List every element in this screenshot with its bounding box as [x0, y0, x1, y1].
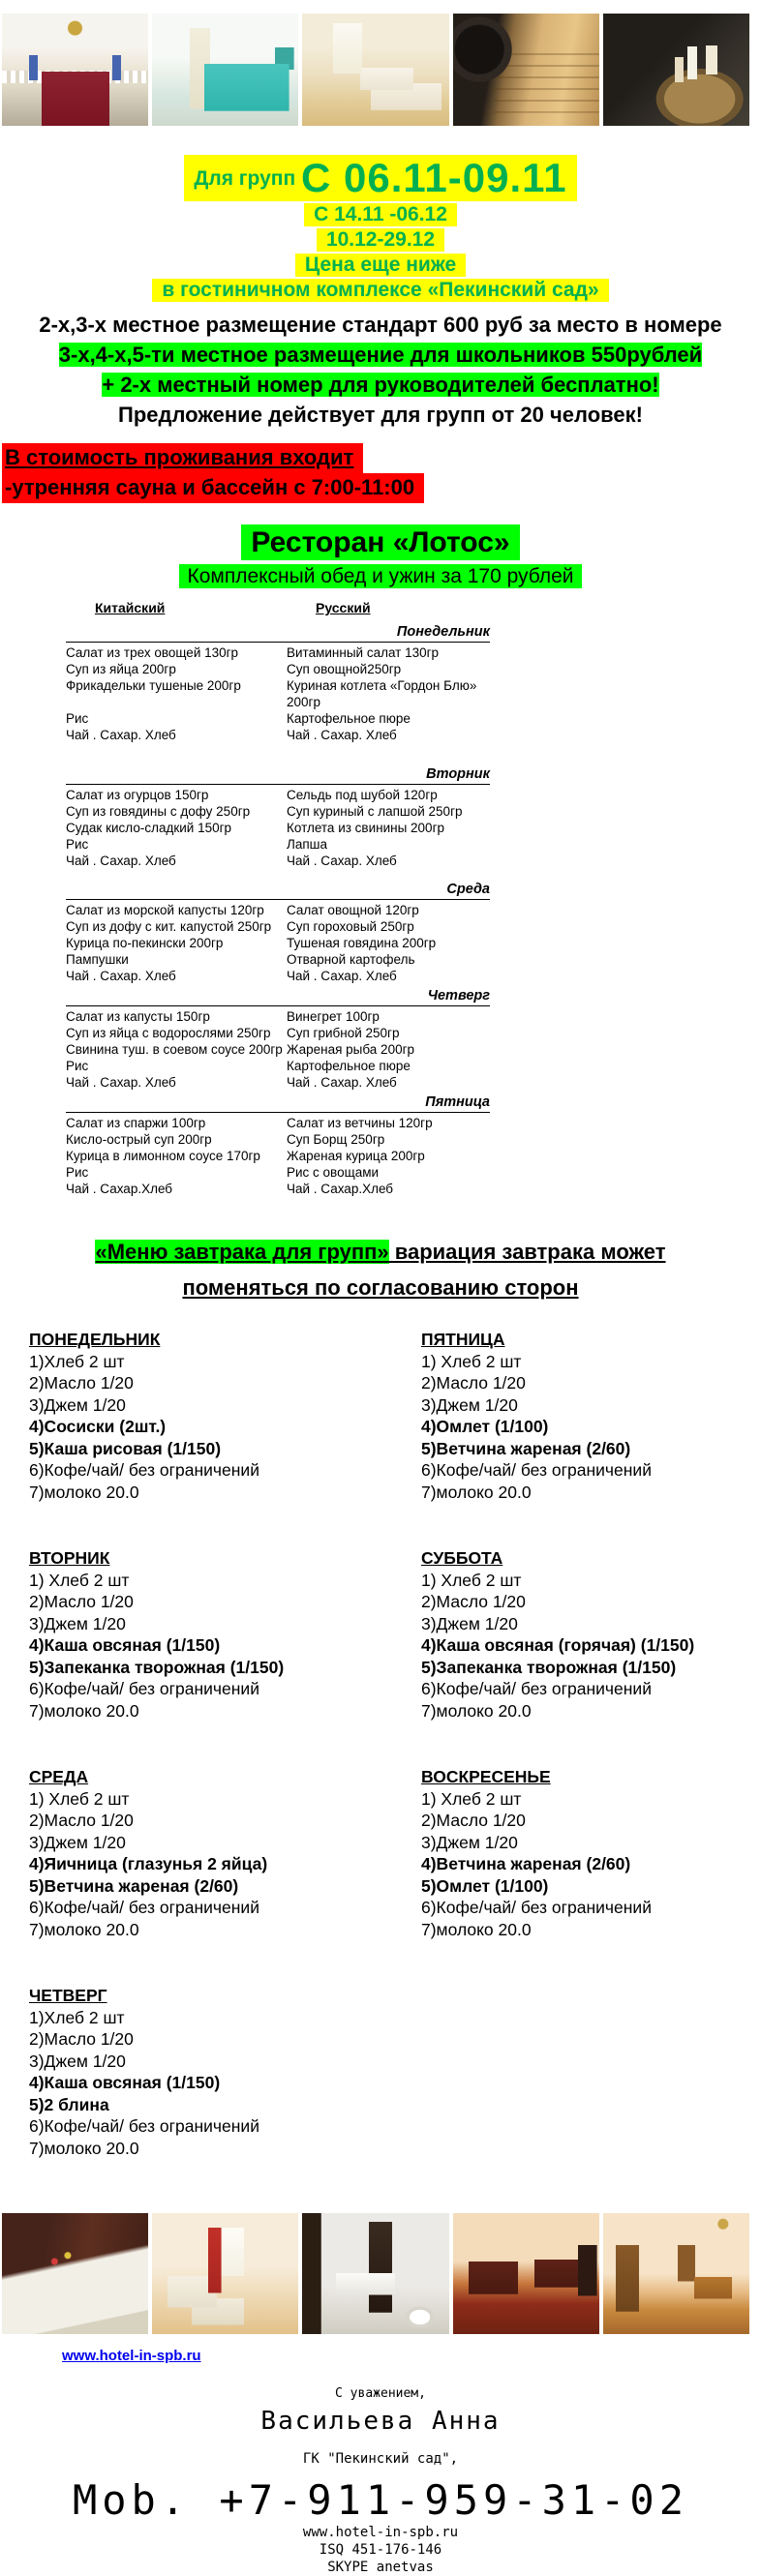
restaurant-subtitle-row: [0, 565, 761, 588]
highlighted-line: Цена еще ниже: [295, 254, 466, 277]
breakfast-item: 5)Запеканка творожная (1/150): [421, 1657, 677, 1677]
lunch-item-cn: Суп из говядины с дофу 250гр: [66, 804, 251, 819]
photo-bathroom: [302, 2213, 448, 2334]
breakfast-right-column: [421, 1329, 761, 2203]
breakfast-item: 5)2 блина: [29, 2094, 109, 2114]
breakfast-item: 1)Хлеб 2 шт: [29, 2007, 125, 2027]
breakfast-item: 2)Масло 1/20: [29, 1592, 134, 1611]
breakfast-item: 3)Джем 1/20: [421, 1613, 518, 1633]
breakfast-menu: [29, 1329, 761, 2203]
breakfast-item: 4)Ветчина жареная (2/60): [421, 1854, 631, 1873]
highlighted-line: С 14.11 -06.12: [304, 203, 457, 226]
lunch-day-label: Пятница: [66, 1094, 490, 1113]
breakfast-item: 6)Кофе/чай/ без ограничений: [421, 1460, 652, 1480]
menu-row: [66, 1025, 490, 1041]
photo-amenities-basket: [603, 14, 749, 126]
regards-line: С уважением,: [335, 2386, 426, 2401]
breakfast-item: 2)Масло 1/20: [29, 1811, 134, 1830]
lunch-item-ru: Суп Борщ 250гр: [287, 1132, 385, 1147]
lunch-item-ru: Жареная рыба 200гр: [287, 1042, 415, 1057]
breakfast-item: 7)молоко 20.0: [29, 1919, 139, 1939]
menu-row: [66, 803, 490, 820]
lunch-item-ru: Суп овощной250гр: [287, 662, 402, 676]
lunch-item-cn: Чай . Сахар. Хлеб: [66, 728, 176, 742]
lunch-item-cn: Курица по-пекински 200гр: [66, 936, 224, 950]
breakfast-item: 1) Хлеб 2 шт: [421, 1788, 522, 1809]
breakfast-item: 6)Кофе/чай/ без ограничений: [29, 1679, 259, 1698]
breakfast-item: 7)молоко 20.0: [421, 1700, 532, 1721]
lunch-item-cn: Салат из капусты 150гр: [66, 1009, 210, 1024]
menu-row: [66, 902, 490, 918]
breakfast-item: 2)Масло 1/20: [29, 2029, 134, 2049]
menu-row: [66, 1131, 490, 1148]
breakfast-item: 3)Джем 1/20: [421, 1832, 518, 1852]
breakfast-item: 7)молоко 20.0: [29, 1700, 139, 1721]
breakfast-title-highlight: «Меню завтрака для групп»: [95, 1240, 389, 1264]
photo-swimming-pool: [152, 14, 298, 126]
photo-lounge: [453, 2213, 599, 2334]
lunch-day-label: Среда: [66, 882, 490, 900]
promo-dates-3: [0, 228, 761, 252]
breakfast-item: 1) Хлеб 2 шт: [29, 1570, 130, 1590]
menu-row: [66, 787, 490, 803]
breakfast-item: 4)Каша овсяная (1/150): [29, 1635, 221, 1655]
breakfast-day-header: СУББОТА: [421, 1548, 503, 1568]
breakfast-item: 1) Хлеб 2 шт: [29, 1788, 130, 1809]
breakfast-day-saturday: [421, 1547, 761, 1722]
breakfast-item: 6)Кофе/чай/ без ограничений: [421, 1679, 652, 1698]
lunch-item-cn: Чай . Сахар. Хлеб: [66, 854, 176, 868]
company-name: ГК "Пекинский сад",: [302, 2451, 459, 2467]
lunch-item-cn: Чай . Сахар. Хлеб: [66, 1075, 176, 1090]
lunch-day-thursday: [66, 988, 490, 1091]
lunch-item-ru: Суп грибной 250гр: [287, 1026, 400, 1040]
menu-row: [66, 1008, 490, 1025]
breakfast-item: 4)Яичница (глазунья 2 яйца): [29, 1854, 268, 1873]
lunch-item-cn: Судак кисло-сладкий 150гр: [66, 821, 232, 835]
breakfast-item: 3)Джем 1/20: [29, 1613, 126, 1633]
for-groups-label: Для групп: [194, 167, 301, 190]
promo-dates-2: [0, 203, 761, 226]
lunch-item-cn: Суп из яйца с водорослями 250гр: [66, 1026, 271, 1040]
contact-name: Васильева Анна: [260, 2407, 501, 2436]
lunch-item-cn: Салат из огурцов 150гр: [66, 788, 209, 802]
breakfast-item: 5)Омлет (1/100): [421, 1875, 549, 1896]
lunch-item-ru: Чай . Сахар. Хлеб: [287, 969, 397, 983]
lunch-item-cn: Кисло-острый суп 200гр: [66, 1132, 212, 1147]
photo-guest-room: [152, 2213, 298, 2334]
breakfast-heading-line1: [0, 1234, 761, 1270]
breakfast-day-header: ВОСКРЕСЕНЬЕ: [421, 1767, 551, 1786]
lunch-item-cn: Курица в лимонном соусе 170гр: [66, 1149, 260, 1163]
breakfast-heading-line2: [0, 1270, 761, 1305]
lunch-item-cn: Чай . Сахар. Хлеб: [66, 969, 176, 983]
menu-row: [66, 951, 490, 968]
lunch-item-cn: Рис: [66, 1059, 89, 1073]
menu-row: [66, 968, 490, 984]
lunch-item-ru: Жареная курица 200гр: [287, 1149, 425, 1163]
pricing-school-line: [0, 340, 761, 370]
lunch-menu-columns: [66, 600, 490, 616]
included-block: [0, 443, 761, 503]
restaurant-title: Ресторан «Лотос»: [241, 524, 519, 560]
breakfast-day-header: ПОНЕДЕЛЬНИК: [29, 1330, 161, 1349]
breakfast-day-header: ПЯТНИЦА: [421, 1330, 505, 1349]
breakfast-day-header: ЧЕТВЕРГ: [29, 1986, 107, 2005]
promo-header: [0, 155, 761, 302]
link-row: [0, 2334, 761, 2365]
included-title: В стоимость проживания входит: [2, 443, 363, 473]
highlighted-line: 3-х,4-х,5-ти местное размещение для школьников 550рублей: [58, 343, 703, 367]
highlighted-line: [184, 155, 576, 201]
lunch-item-cn: Чай . Сахар.Хлеб: [66, 1182, 173, 1196]
breakfast-item: 4)Омлет (1/100): [421, 1417, 549, 1436]
menu-row: [66, 1058, 490, 1074]
menu-row: [66, 1074, 490, 1091]
breakfast-item: 7)молоко 20.0: [421, 1482, 532, 1502]
menu-row: [66, 1041, 490, 1058]
lunch-item-ru: Чай . Сахар. Хлеб: [287, 854, 397, 868]
lunch-day-label: Вторник: [66, 766, 490, 785]
photo-hotel-lobby: [2, 14, 148, 126]
cuisine-col-ru: [287, 600, 490, 616]
breakfast-item: 7)молоко 20.0: [421, 1919, 532, 1939]
col-header-chinese: Китайский: [95, 600, 166, 615]
lunch-item-cn: Пампушки: [66, 952, 129, 967]
breakfast-item: 2)Масло 1/20: [421, 1592, 526, 1611]
breakfast-heading: [0, 1234, 761, 1305]
lunch-item-ru: Витаминный салат 130гр: [287, 645, 440, 660]
breakfast-day-wednesday: [29, 1766, 421, 1940]
breakfast-left-column: [29, 1329, 421, 2203]
footer-website: www.hotel-in-spb.ru: [302, 2525, 459, 2540]
menu-row: [66, 935, 490, 951]
photo-twin-room: [302, 14, 448, 126]
photo-banquet-hall: [2, 2213, 148, 2334]
footer-skype: SKYPE anetvas: [327, 2560, 434, 2575]
lunch-item-cn: Рис: [66, 837, 89, 852]
lunch-item-cn: Салат из трех овощей 130гр: [66, 645, 239, 660]
pricing-free-room: [0, 370, 761, 400]
breakfast-item: 5)Ветчина жареная (2/60): [421, 1438, 631, 1458]
lunch-item-cn: Свинина туш. в соевом соусе 200гр: [66, 1042, 283, 1057]
menu-row: [66, 1115, 490, 1131]
highlighted-line: в гостиничном комплексе «Пекинский сад»: [152, 279, 608, 302]
menu-row: [66, 727, 490, 743]
photo-strip-bottom: [0, 2213, 761, 2334]
lunch-item-cn: Рис: [66, 711, 89, 726]
footer-icq: ISQ 451-176-146: [319, 2542, 442, 2558]
breakfast-day-sunday: [421, 1766, 761, 1940]
lunch-menu: [66, 600, 490, 1197]
breakfast-item: 6)Кофе/чай/ без ограничений: [29, 2116, 259, 2136]
lunch-item-cn: Фрикадельки тушеные 200гр: [66, 678, 241, 693]
lunch-item-ru: Котлета из свинины 200гр: [287, 821, 444, 835]
phone-number: Mob. +7-911-959-31-02: [72, 2476, 688, 2524]
lunch-item-cn: Суп из яйца 200гр: [66, 662, 176, 676]
lunch-item-ru: Чай . Сахар. Хлеб: [287, 728, 397, 742]
pricing-min-group: Предложение действует для групп от 20 человек!: [118, 403, 643, 427]
signature-footer: [0, 2386, 761, 2576]
breakfast-day-tuesday: [29, 1547, 421, 1722]
lunch-day-label: Четверг: [66, 988, 490, 1006]
promo-hotel-name: [0, 279, 761, 302]
menu-row: [66, 1164, 490, 1181]
lunch-day-friday: [66, 1094, 490, 1197]
included-item: -утренняя сауна и бассейн с 7:00-11:00: [2, 473, 424, 503]
breakfast-item: 3)Джем 1/20: [29, 2051, 126, 2071]
photo-sauna: [453, 14, 599, 126]
breakfast-day-friday: [421, 1329, 761, 1503]
menu-row: [66, 661, 490, 677]
breakfast-item: 6)Кофе/чай/ без ограничений: [29, 1898, 259, 1917]
menu-row: [66, 644, 490, 661]
breakfast-day-header: ВТОРНИК: [29, 1548, 110, 1568]
lunch-item-ru: Картофельное пюре: [287, 1059, 411, 1073]
lunch-item-ru: Салат овощной 120гр: [287, 903, 419, 917]
breakfast-item: 3)Джем 1/20: [29, 1832, 126, 1852]
flyer-page: [0, 14, 761, 2576]
photo-strip-top: [0, 14, 761, 126]
lunch-item-ru: Винегрет 100гр: [287, 1009, 380, 1024]
lunch-item-ru: Картофельное пюре: [287, 711, 411, 726]
main-dates: С 06.11-09.11: [301, 155, 567, 200]
pricing-standard: 2-х,3-х местное размещение стандарт 600 руб за место в номере: [39, 313, 722, 337]
pricing-block: [0, 310, 761, 430]
lunch-item-ru: Тушеная говядина 200гр: [287, 936, 437, 950]
lunch-day-label: Понедельник: [66, 624, 490, 643]
breakfast-item: 2)Масло 1/20: [421, 1373, 526, 1393]
hotel-website-link[interactable]: www.hotel-in-spb.ru: [62, 2348, 201, 2364]
breakfast-day-monday: [29, 1329, 421, 1503]
breakfast-item: 1) Хлеб 2 шт: [421, 1351, 522, 1371]
menu-row: [66, 710, 490, 727]
lunch-item-ru: Суп куриный с лапшой 250гр: [287, 804, 463, 819]
breakfast-item: 1) Хлеб 2 шт: [421, 1570, 522, 1590]
breakfast-day-thursday: [29, 1985, 421, 2159]
breakfast-item: 5)Каша рисовая (1/150): [29, 1438, 222, 1458]
menu-row: [66, 1148, 490, 1164]
lunch-item-cn: Суп из дофу с кит. капустой 250гр: [66, 919, 272, 934]
underlined-text: поменяться по согласованию сторон: [182, 1275, 579, 1300]
lunch-item-cn: Рис: [66, 1165, 89, 1180]
breakfast-item: 6)Кофе/чай/ без ограничений: [421, 1898, 652, 1917]
lunch-item-ru: Сельдь под шубой 120гр: [287, 788, 438, 802]
breakfast-item: 3)Джем 1/20: [29, 1394, 126, 1415]
breakfast-item: 4)Каша овсяная (горячая) (1/150): [421, 1635, 695, 1655]
lunch-item-ru: Суп гороховый 250гр: [287, 919, 414, 934]
restaurant-subtitle: Комплексный обед и ужин за 170 рублей: [179, 564, 581, 588]
lunch-item-ru: Чай . Сахар.Хлеб: [287, 1182, 394, 1196]
breakfast-item: 5)Ветчина жареная (2/60): [29, 1875, 239, 1896]
menu-row: [66, 918, 490, 935]
breakfast-item: 7)молоко 20.0: [29, 2138, 139, 2158]
lunch-item-cn: Салат из морской капусты 120гр: [66, 903, 264, 917]
restaurant-title-row: [0, 526, 761, 559]
breakfast-item: 2)Масло 1/20: [29, 1373, 134, 1393]
breakfast-item: 1)Хлеб 2 шт: [29, 1351, 125, 1371]
highlighted-line: + 2-х местный номер для руководителей бесплатно!: [102, 373, 659, 397]
breakfast-item: 6)Кофе/чай/ без ограничений: [29, 1460, 259, 1480]
breakfast-item: 7)молоко 20.0: [29, 1482, 139, 1502]
promo-dates-main: [0, 155, 761, 201]
menu-row: [66, 820, 490, 836]
photo-dining-room: [603, 2213, 749, 2334]
breakfast-title-rest: вариация завтрака может: [388, 1240, 666, 1264]
lunch-item-ru: Чай . Сахар. Хлеб: [287, 1075, 397, 1090]
breakfast-item: 2)Масло 1/20: [421, 1811, 526, 1830]
cuisine-col-cn: [66, 600, 287, 616]
breakfast-item: 5)Запеканка творожная (1/150): [29, 1657, 285, 1677]
menu-row: [66, 1181, 490, 1197]
lunch-item-ru: Салат из ветчины 120гр: [287, 1116, 433, 1130]
underlined-text: [95, 1240, 665, 1264]
lunch-item-ru: Рис с овощами: [287, 1165, 380, 1180]
breakfast-item: 4)Каша овсяная (1/150): [29, 2073, 221, 2092]
menu-row: [66, 836, 490, 853]
breakfast-day-header: СРЕДА: [29, 1767, 89, 1786]
menu-row: [66, 853, 490, 869]
lunch-item-ru: Лапша: [287, 837, 328, 852]
breakfast-item: 3)Джем 1/20: [421, 1394, 518, 1415]
lunch-item-cn: Салат из спаржи 100гр: [66, 1116, 206, 1130]
promo-price-lower: [0, 254, 761, 277]
menu-row: [66, 677, 490, 710]
lunch-item-ru: Отварной картофель: [287, 952, 415, 967]
lunch-day-tuesday: [66, 766, 490, 869]
highlighted-line: 10.12-29.12: [317, 228, 444, 252]
lunch-day-monday: [66, 624, 490, 743]
col-header-russian: Русский: [316, 600, 371, 615]
breakfast-item: 4)Сосиски (2шт.): [29, 1417, 167, 1436]
lunch-item-ru: Куриная котлета «Гордон Блю» 200гр: [287, 678, 477, 709]
lunch-day-wednesday: [66, 882, 490, 984]
